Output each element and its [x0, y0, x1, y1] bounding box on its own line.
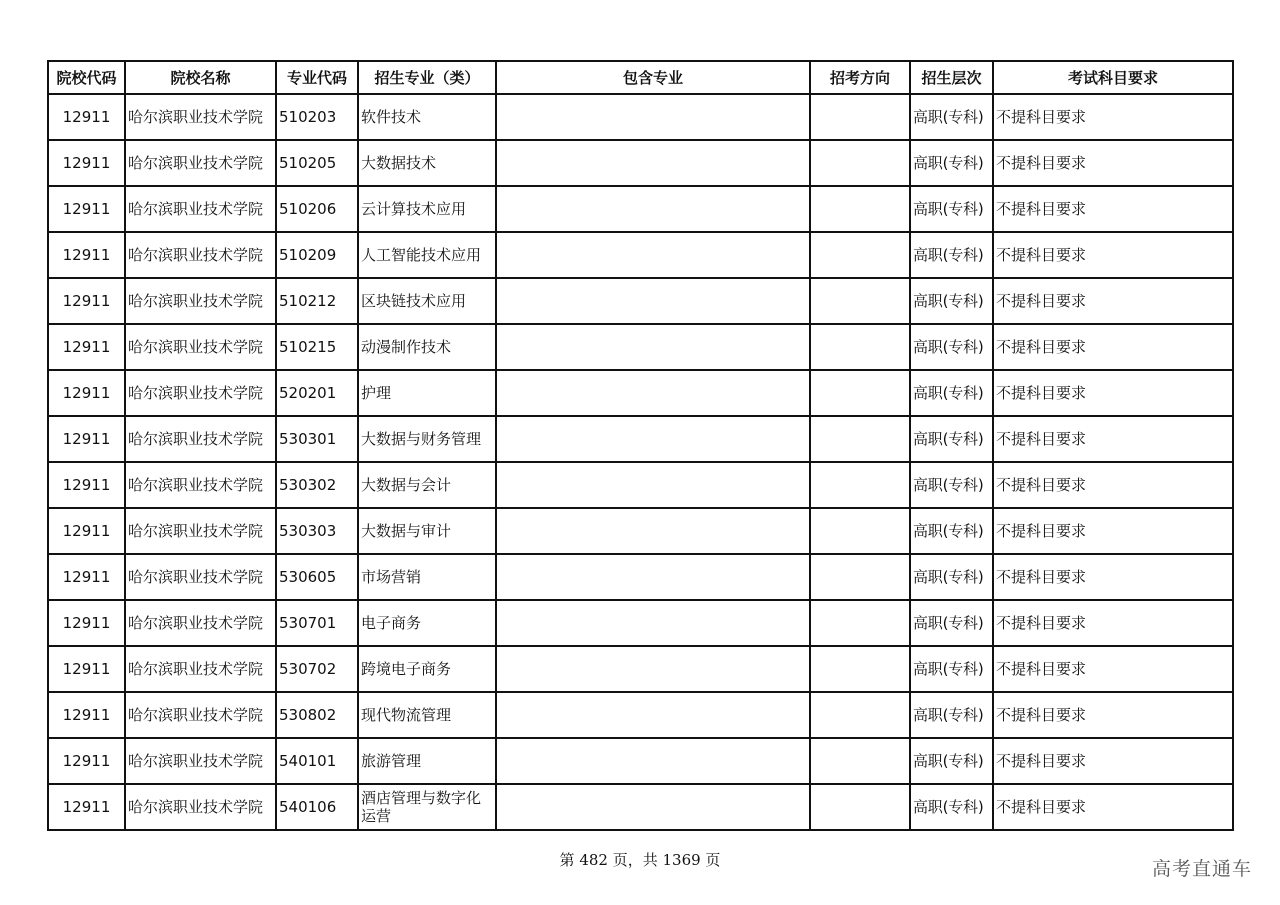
major-cell: 软件技术: [358, 94, 496, 140]
table-header-row: [48, 61, 1233, 94]
school-code-cell: 12911: [48, 324, 125, 370]
major-cell: 旅游管理: [358, 738, 496, 784]
table-row: [48, 278, 1233, 324]
major-cell: 跨境电子商务: [358, 646, 496, 692]
level-cell: 高职(专科): [910, 416, 993, 462]
level-cell: 高职(专科): [910, 232, 993, 278]
page-footer: 第 482 页，共 1369 页: [559, 851, 721, 869]
header-school-code: 院校代码: [48, 61, 125, 94]
major-code-cell: 530605: [276, 554, 358, 600]
included-majors-cell: [496, 278, 810, 324]
school-code-cell: 12911: [48, 508, 125, 554]
school-name-cell: 哈尔滨职业技术学院: [125, 140, 276, 186]
direction-cell: [810, 140, 910, 186]
requirement-cell: 不提科目要求: [993, 554, 1233, 600]
watermark: 高考直通车: [1151, 858, 1252, 880]
school-code-cell: 12911: [48, 186, 125, 232]
major-code-cell: 510205: [276, 140, 358, 186]
level-cell: 高职(专科): [910, 508, 993, 554]
requirement-cell: 不提科目要求: [993, 370, 1233, 416]
table-row: [48, 600, 1233, 646]
direction-cell: [810, 646, 910, 692]
direction-cell: [810, 462, 910, 508]
table-row: [48, 186, 1233, 232]
school-code-cell: 12911: [48, 416, 125, 462]
header-included-majors: 包含专业: [496, 61, 810, 94]
direction-cell: [810, 94, 910, 140]
level-cell: 高职(专科): [910, 600, 993, 646]
school-code-cell: 12911: [48, 692, 125, 738]
level-cell: 高职(专科): [910, 692, 993, 738]
level-cell: 高职(专科): [910, 94, 993, 140]
school-code-cell: 12911: [48, 554, 125, 600]
table-row: [48, 370, 1233, 416]
table-row: [48, 646, 1233, 692]
school-code-cell: 12911: [48, 140, 125, 186]
direction-cell: [810, 186, 910, 232]
major-cell: 电子商务: [358, 600, 496, 646]
school-name-cell: 哈尔滨职业技术学院: [125, 692, 276, 738]
level-cell: 高职(专科): [910, 140, 993, 186]
direction-cell: [810, 692, 910, 738]
level-cell: 高职(专科): [910, 554, 993, 600]
requirement-cell: 不提科目要求: [993, 692, 1233, 738]
direction-cell: [810, 784, 910, 830]
major-cell: 大数据与财务管理: [358, 416, 496, 462]
admissions-table: [47, 60, 1234, 831]
requirement-cell: 不提科目要求: [993, 462, 1233, 508]
major-code-cell: 530301: [276, 416, 358, 462]
school-name-cell: 哈尔滨职业技术学院: [125, 554, 276, 600]
table-row: [48, 508, 1233, 554]
major-code-cell: 530802: [276, 692, 358, 738]
school-name-cell: 哈尔滨职业技术学院: [125, 186, 276, 232]
direction-cell: [810, 416, 910, 462]
school-name-cell: 哈尔滨职业技术学院: [125, 738, 276, 784]
requirement-cell: 不提科目要求: [993, 324, 1233, 370]
school-code-cell: 12911: [48, 784, 125, 830]
direction-cell: [810, 324, 910, 370]
major-code-cell: 530702: [276, 646, 358, 692]
major-code-cell: 510212: [276, 278, 358, 324]
level-cell: 高职(专科): [910, 646, 993, 692]
requirement-cell: 不提科目要求: [993, 232, 1233, 278]
included-majors-cell: [496, 784, 810, 830]
school-name-cell: 哈尔滨职业技术学院: [125, 94, 276, 140]
header-direction: 招考方向: [810, 61, 910, 94]
school-name-cell: 哈尔滨职业技术学院: [125, 462, 276, 508]
major-code-cell: 530701: [276, 600, 358, 646]
school-code-cell: 12911: [48, 278, 125, 324]
included-majors-cell: [496, 94, 810, 140]
table-row: [48, 140, 1233, 186]
requirement-cell: 不提科目要求: [993, 416, 1233, 462]
major-cell: 动漫制作技术: [358, 324, 496, 370]
school-code-cell: 12911: [48, 94, 125, 140]
table-row: [48, 94, 1233, 140]
included-majors-cell: [496, 370, 810, 416]
level-cell: 高职(专科): [910, 324, 993, 370]
level-cell: 高职(专科): [910, 784, 993, 830]
school-code-cell: 12911: [48, 738, 125, 784]
table-row: [48, 692, 1233, 738]
major-code-cell: 510215: [276, 324, 358, 370]
direction-cell: [810, 600, 910, 646]
header-school-name: 院校名称: [125, 61, 276, 94]
included-majors-cell: [496, 416, 810, 462]
school-code-cell: 12911: [48, 232, 125, 278]
included-majors-cell: [496, 232, 810, 278]
major-code-cell: 510206: [276, 186, 358, 232]
direction-cell: [810, 278, 910, 324]
included-majors-cell: [496, 600, 810, 646]
major-cell: 云计算技术应用: [358, 186, 496, 232]
direction-cell: [810, 232, 910, 278]
table-row: [48, 416, 1233, 462]
requirement-cell: 不提科目要求: [993, 186, 1233, 232]
school-code-cell: 12911: [48, 600, 125, 646]
requirement-cell: 不提科目要求: [993, 508, 1233, 554]
table-row: [48, 738, 1233, 784]
header-level: 招生层次: [910, 61, 993, 94]
requirement-cell: 不提科目要求: [993, 94, 1233, 140]
school-name-cell: 哈尔滨职业技术学院: [125, 370, 276, 416]
requirement-cell: 不提科目要求: [993, 646, 1233, 692]
major-code-cell: 530303: [276, 508, 358, 554]
included-majors-cell: [496, 554, 810, 600]
included-majors-cell: [496, 738, 810, 784]
included-majors-cell: [496, 186, 810, 232]
included-majors-cell: [496, 462, 810, 508]
requirement-cell: 不提科目要求: [993, 278, 1233, 324]
school-name-cell: 哈尔滨职业技术学院: [125, 278, 276, 324]
school-code-cell: 12911: [48, 462, 125, 508]
major-cell: 市场营销: [358, 554, 496, 600]
school-name-cell: 哈尔滨职业技术学院: [125, 784, 276, 830]
school-name-cell: 哈尔滨职业技术学院: [125, 600, 276, 646]
major-cell: 人工智能技术应用: [358, 232, 496, 278]
major-cell: 大数据与会计: [358, 462, 496, 508]
school-name-cell: 哈尔滨职业技术学院: [125, 232, 276, 278]
table-row: [48, 554, 1233, 600]
table-row: [48, 232, 1233, 278]
school-name-cell: 哈尔滨职业技术学院: [125, 646, 276, 692]
header-subject-requirement: 考试科目要求: [993, 61, 1233, 94]
major-code-cell: 540106: [276, 784, 358, 830]
major-cell: 大数据与审计: [358, 508, 496, 554]
table-row: [48, 462, 1233, 508]
included-majors-cell: [496, 324, 810, 370]
requirement-cell: 不提科目要求: [993, 600, 1233, 646]
included-majors-cell: [496, 508, 810, 554]
level-cell: 高职(专科): [910, 738, 993, 784]
table-row: [48, 784, 1233, 830]
major-cell: 护理: [358, 370, 496, 416]
major-code-cell: 510209: [276, 232, 358, 278]
included-majors-cell: [496, 140, 810, 186]
requirement-cell: 不提科目要求: [993, 784, 1233, 830]
direction-cell: [810, 370, 910, 416]
level-cell: 高职(专科): [910, 186, 993, 232]
level-cell: 高职(专科): [910, 370, 993, 416]
major-cell: 区块链技术应用: [358, 278, 496, 324]
included-majors-cell: [496, 646, 810, 692]
school-name-cell: 哈尔滨职业技术学院: [125, 324, 276, 370]
school-name-cell: 哈尔滨职业技术学院: [125, 508, 276, 554]
school-name-cell: 哈尔滨职业技术学院: [125, 416, 276, 462]
major-code-cell: 510203: [276, 94, 358, 140]
direction-cell: [810, 554, 910, 600]
requirement-cell: 不提科目要求: [993, 738, 1233, 784]
major-cell: 大数据技术: [358, 140, 496, 186]
header-major-code: 专业代码: [276, 61, 358, 94]
included-majors-cell: [496, 692, 810, 738]
school-code-cell: 12911: [48, 370, 125, 416]
table-row: [48, 324, 1233, 370]
school-code-cell: 12911: [48, 646, 125, 692]
direction-cell: [810, 508, 910, 554]
level-cell: 高职(专科): [910, 462, 993, 508]
header-major: 招生专业（类）: [358, 61, 496, 94]
major-cell: 酒店管理与数字化运营: [358, 784, 496, 830]
major-code-cell: 540101: [276, 738, 358, 784]
table-body: [48, 94, 1233, 830]
major-cell: 现代物流管理: [358, 692, 496, 738]
direction-cell: [810, 738, 910, 784]
major-code-cell: 530302: [276, 462, 358, 508]
level-cell: 高职(专科): [910, 278, 993, 324]
major-code-cell: 520201: [276, 370, 358, 416]
requirement-cell: 不提科目要求: [993, 140, 1233, 186]
